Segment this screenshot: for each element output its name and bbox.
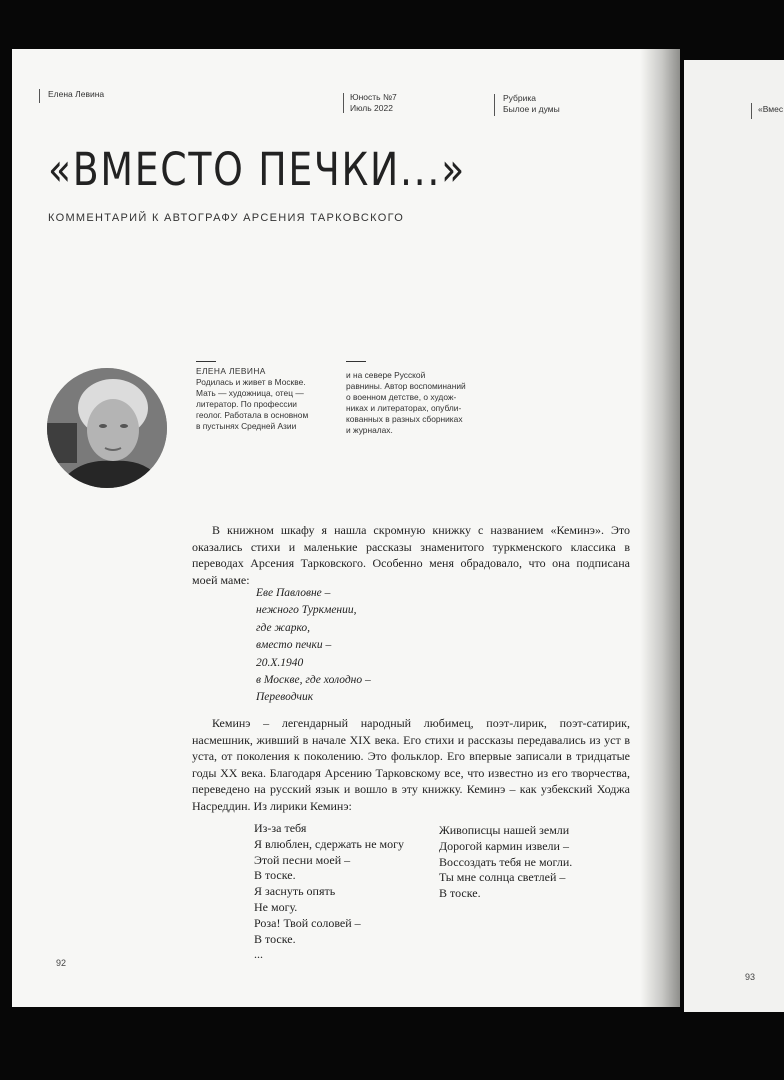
poem-line: Дорогой кармин извели – [439, 838, 569, 853]
bio-rule [196, 361, 216, 362]
page-number-right: 93 [745, 972, 756, 982]
header-magazine-issue: Юность №7 [350, 92, 397, 102]
inscription-line: вместо печки – [256, 639, 332, 652]
header-author: Елена Левина [48, 89, 105, 99]
header-magazine [350, 92, 397, 114]
inscription-line: в Москве, где холодно – [256, 674, 371, 687]
poem-line: В тоске. [254, 868, 296, 883]
header-magazine-date: Июль 2022 [350, 103, 393, 113]
inscription-line: 20.X.1940 [256, 656, 304, 669]
bio-line: в пустынях Средней Азии [196, 421, 297, 431]
poem-line: Я влюблен, сдержать не могу [254, 836, 405, 851]
header-divider [751, 103, 752, 119]
poem-line: ... [254, 947, 263, 962]
inscription-line: нежного Туркмении, [256, 604, 357, 617]
paragraph-1 [192, 522, 630, 588]
author-photo [47, 368, 167, 488]
poem-line: В тоске. [439, 886, 481, 901]
header-rubric-label: Рубрика [503, 93, 536, 103]
paragraph-text: Кеминэ – легендарный народный любимец, поэт-лирик, поэт-сатирик, насмешник, живший в начале XIX века. Его стихи и рассказы передавались из уст в уста, от поколения к поколению. Это фольклор. Его впервые записали в тридцатые годы XX века. Благодаря Арсению Тарковскому все, что известно из его творчества, переведено на русский язык и вошло в эту книжку. Кеминэ – как узбекский Ходжа Насреддин. Из лирики Кеминэ: [192, 716, 630, 813]
bio-line: кованных в разных сборниках [346, 414, 463, 424]
poem-line: Воссоздать тебя не могли. [439, 854, 573, 869]
bio-line: равнины. Автор воспоминаний [346, 381, 466, 391]
bio-line: и журналах. [346, 425, 393, 435]
poem-line: Этой песни моей – [254, 852, 351, 867]
author-bio-name: ЕЛЕНА ЛЕВИНА [196, 366, 266, 376]
bio-line: Родилась и живет в Москве. [196, 377, 306, 387]
article-subtitle: КОММЕНТАРИЙ К АВТОГРАФУ АРСЕНИЯ ТАРКОВСКОГО [48, 212, 405, 224]
author-portrait-icon [47, 368, 167, 488]
poem-column-1 [254, 821, 434, 963]
bio-line: и на севере Русской [346, 370, 426, 380]
bio-line: литератор. По профессии [196, 399, 297, 409]
poem-line: В тоске. [254, 931, 296, 946]
bio-line: о военном детстве, о худож- [346, 392, 457, 402]
poem-line: Из-за тебя [254, 821, 307, 835]
header-divider [343, 93, 344, 113]
article-title: «ВМЕСТО ПЕЧКИ...» [48, 143, 466, 196]
poem-line: Ты мне солнца светлей – [439, 870, 566, 885]
poem-line: Не могу. [254, 899, 298, 914]
poem-column-2 [439, 823, 619, 902]
inscription-line: где жарко, [256, 621, 311, 634]
inscription [256, 585, 516, 707]
right-header-fragment: «Вмес [758, 104, 784, 114]
poem-line: Я заснуть опять [254, 884, 336, 899]
header-divider [39, 89, 40, 103]
inscription-line: Еве Павловне – [256, 587, 331, 599]
bio-line: геолог. Работала в основном [196, 410, 309, 420]
poem-line: Живописцы нашей земли [439, 823, 570, 837]
header-rubric-name: Былое и думы [503, 104, 560, 114]
right-page [684, 60, 784, 1012]
bio-line: никах и литераторах, опубли- [346, 403, 462, 413]
page-gutter [640, 49, 680, 1007]
header-divider [494, 94, 495, 116]
inscription-line: Переводчик [256, 691, 314, 704]
bio-line: Мать — художница, отец — [196, 388, 304, 398]
page-number-left: 92 [56, 958, 67, 968]
author-bio-column-1 [196, 366, 346, 432]
author-bio-column-2 [346, 370, 496, 436]
poem-line: Роза! Твой соловей – [254, 915, 361, 930]
paragraph-2 [192, 715, 630, 814]
header-rubric [503, 93, 560, 115]
paragraph-text: В книжном шкафу я нашла скромную книжку с названием «Кеминэ». Это оказались стихи и маленькие рассказы знаменитого туркменского классика в переводах Арсения Тарковского. Особенно меня обрадовало, что она подписана моей маме: [192, 523, 630, 587]
bio-rule [346, 361, 366, 362]
